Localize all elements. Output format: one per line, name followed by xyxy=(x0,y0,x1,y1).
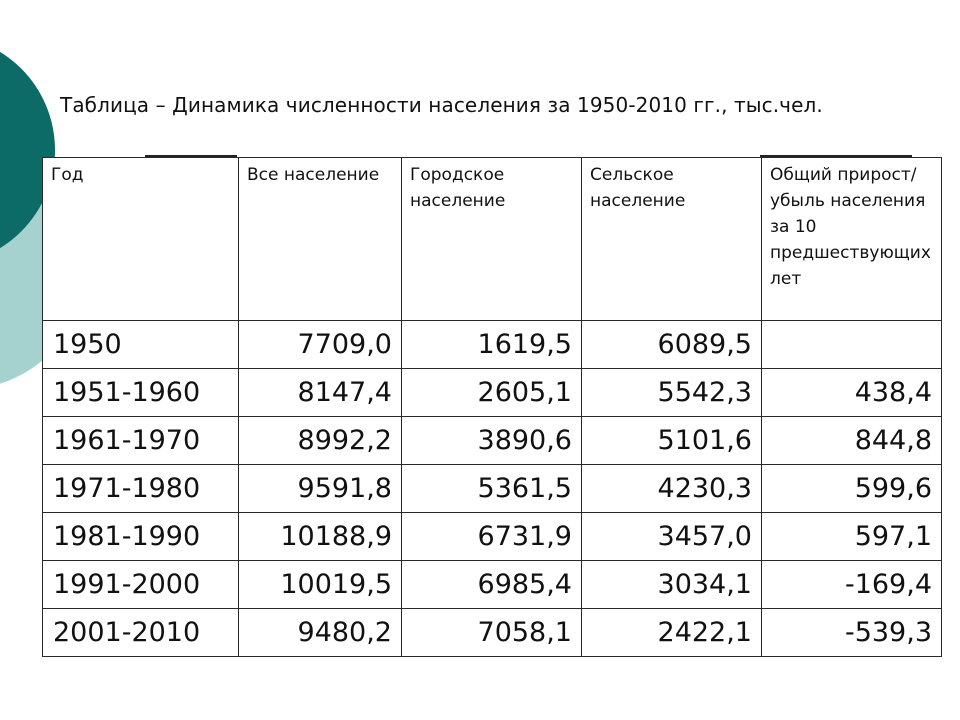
header-rural: Сельское население xyxy=(582,158,762,321)
cell-change: 438,4 xyxy=(762,369,942,417)
table-row xyxy=(43,561,942,609)
cell-total: 9480,2 xyxy=(239,609,402,657)
cell-total: 8992,2 xyxy=(239,417,402,465)
cell-urban: 5361,5 xyxy=(402,465,582,513)
cell-rural: 3034,1 xyxy=(582,561,762,609)
cell-year: 1981-1990 xyxy=(43,513,239,561)
cell-change: -169,4 xyxy=(762,561,942,609)
cell-urban: 1619,5 xyxy=(402,321,582,369)
cell-rural: 6089,5 xyxy=(582,321,762,369)
cell-year: 1950 xyxy=(43,321,239,369)
table-row xyxy=(43,609,942,657)
table-row xyxy=(43,513,942,561)
cell-change: 599,6 xyxy=(762,465,942,513)
cell-rural: 5542,3 xyxy=(582,369,762,417)
cell-total: 8147,4 xyxy=(239,369,402,417)
cell-urban: 6985,4 xyxy=(402,561,582,609)
cell-total: 10019,5 xyxy=(239,561,402,609)
header-urban: Городское население xyxy=(402,158,582,321)
cell-rural: 5101,6 xyxy=(582,417,762,465)
cell-change: 597,1 xyxy=(762,513,942,561)
table-row xyxy=(43,369,942,417)
header-year: Год xyxy=(43,158,239,321)
cell-change: 844,8 xyxy=(762,417,942,465)
cell-year: 1951-1960 xyxy=(43,369,239,417)
cell-urban: 6731,9 xyxy=(402,513,582,561)
cell-year: 1991-2000 xyxy=(43,561,239,609)
table-row xyxy=(43,321,942,369)
cell-rural: 2422,1 xyxy=(582,609,762,657)
cell-urban: 7058,1 xyxy=(402,609,582,657)
cell-rural: 4230,3 xyxy=(582,465,762,513)
cell-year: 1971-1980 xyxy=(43,465,239,513)
table-header-row xyxy=(43,158,942,321)
cell-urban: 2605,1 xyxy=(402,369,582,417)
table-row xyxy=(43,417,942,465)
table-row xyxy=(43,465,942,513)
cell-year: 1961-1970 xyxy=(43,417,239,465)
cell-total: 7709,0 xyxy=(239,321,402,369)
slide-title: Таблица – Динамика численности населения за 1950-2010 гг., тыс.чел. xyxy=(60,93,823,117)
cell-urban: 3890,6 xyxy=(402,417,582,465)
cell-change: -539,3 xyxy=(762,609,942,657)
cell-change xyxy=(762,321,942,369)
cell-rural: 3457,0 xyxy=(582,513,762,561)
header-total: Все население xyxy=(239,158,402,321)
cell-year: 2001-2010 xyxy=(43,609,239,657)
population-table xyxy=(42,157,942,657)
header-change: Общий прирост/убыль населения за 10 предшествующих лет xyxy=(762,158,942,321)
cell-total: 9591,8 xyxy=(239,465,402,513)
cell-total: 10188,9 xyxy=(239,513,402,561)
